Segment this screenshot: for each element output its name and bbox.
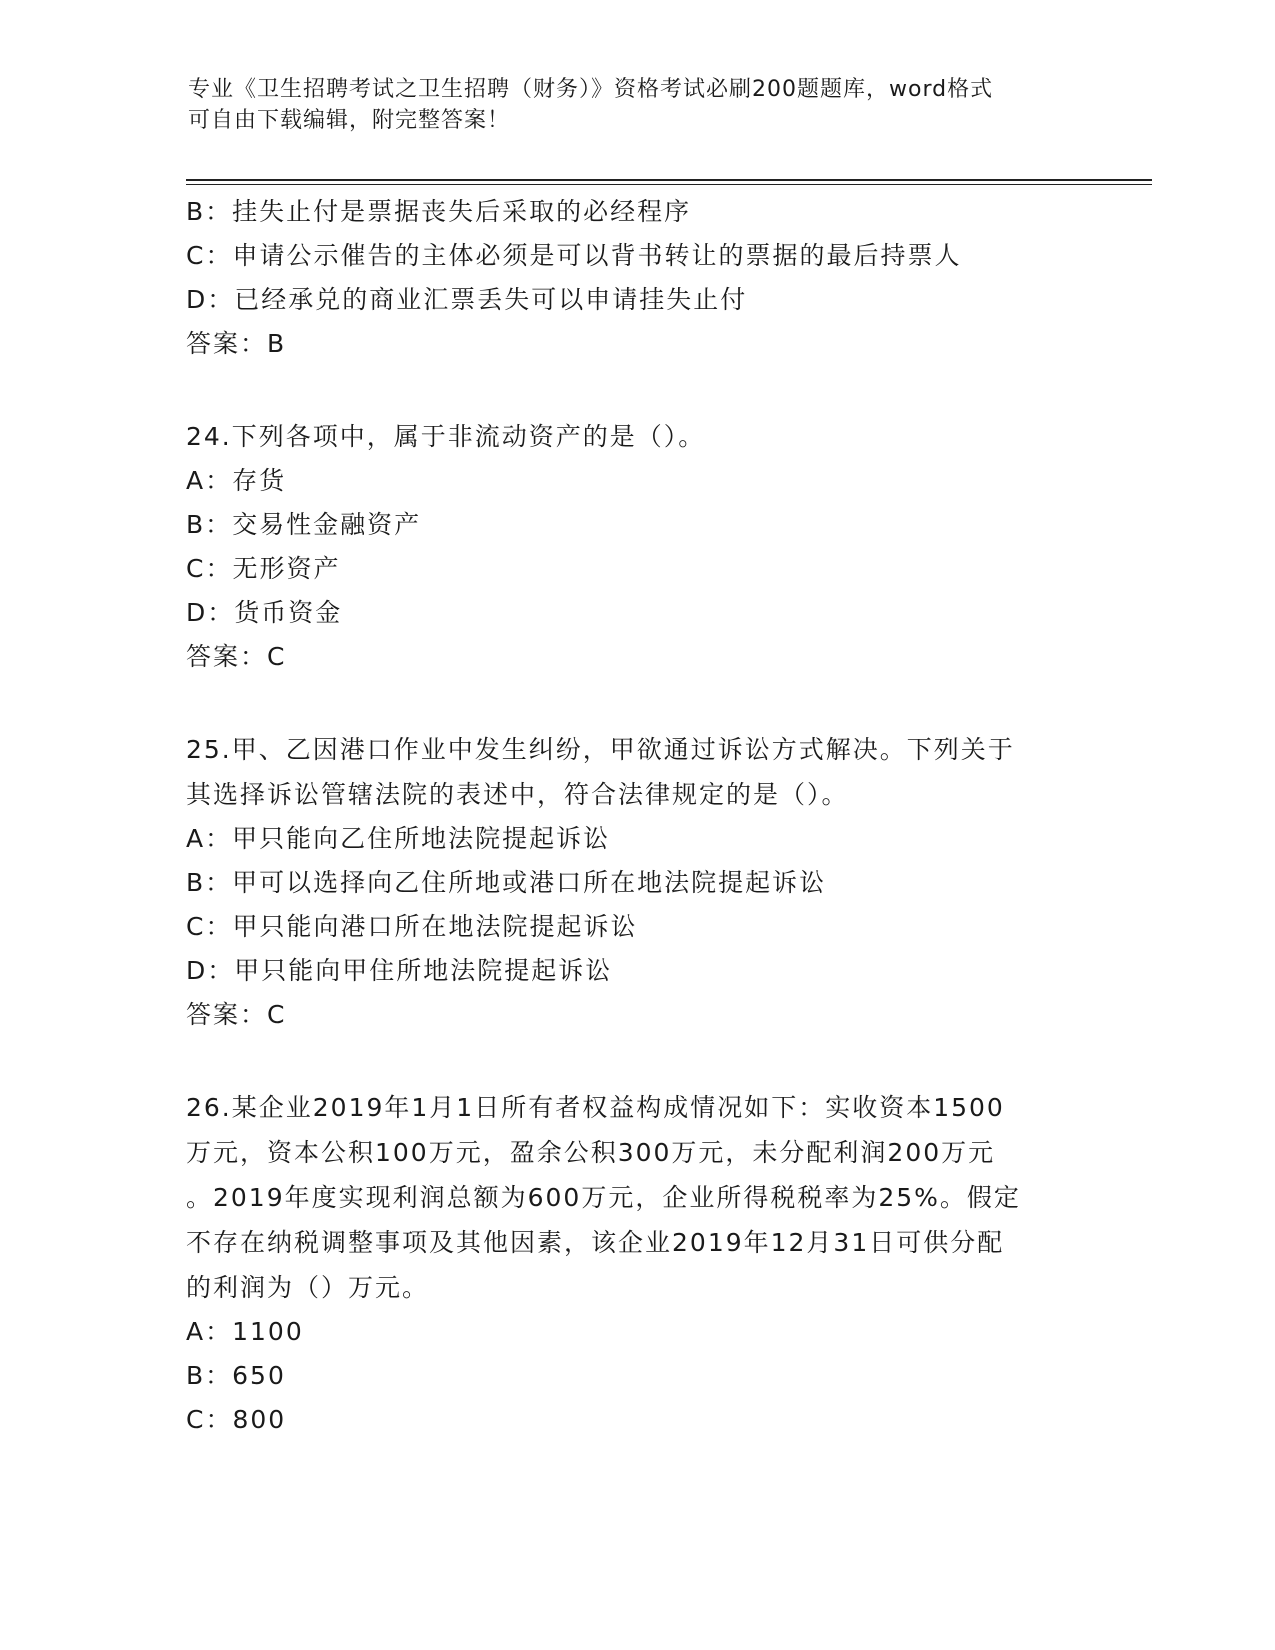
stem-line: 24.下列各项中，属于非流动资产的是（）。: [186, 422, 706, 451]
question-stem: [186, 414, 1086, 459]
option-b: B：挂失止付是票据丧失后采取的必经程序: [186, 197, 692, 226]
option-d: D：货币资金: [186, 598, 343, 627]
stem-line: 26.某企业2019年1月1日所有者权益构成情况如下：实收资本1500: [186, 1093, 1005, 1122]
stem-line: 。2019年度实现利润总额为600万元，企业所得税税率为25%。假定: [186, 1183, 1021, 1212]
answer: 答案：C: [186, 642, 287, 671]
header-line-2: 可自由下载编辑，附完整答案！: [188, 108, 511, 133]
stem-line: 25.甲、乙因港口作业中发生纠纷，甲欲通过诉讼方式解决。下列关于: [186, 735, 1015, 764]
question-stem: [186, 727, 1086, 817]
answer: 答案：B: [186, 329, 287, 358]
option-b: B：650: [186, 1361, 286, 1390]
spacer: [186, 1037, 1086, 1085]
question-23-tail: [186, 190, 1086, 366]
option-c: C：申请公示催告的主体必须是可以背书转让的票据的最后持票人: [186, 241, 962, 270]
spacer: [186, 679, 1086, 727]
spacer: [186, 366, 1086, 414]
question-24: [186, 414, 1086, 679]
stem-line: 万元，资本公积100万元，盈余公积300万元，未分配利润200万元: [186, 1138, 996, 1167]
question-stem: [186, 1085, 1086, 1310]
header-rule-thin: [186, 184, 1152, 185]
option-a: A：1100: [186, 1317, 304, 1346]
option-d: D：已经承兑的商业汇票丢失可以申请挂失止付: [186, 285, 748, 314]
question-content: [186, 190, 1086, 1442]
option-b: B：交易性金融资产: [186, 510, 422, 539]
option-a: A：存货: [186, 466, 287, 495]
header-line-1: 专业《卫生招聘考试之卫生招聘（财务）》资格考试必刷200题题库，word格式: [188, 77, 994, 102]
header-rule-thick: [186, 179, 1152, 181]
option-d: D：甲只能向甲住所地法院提起诉讼: [186, 956, 613, 985]
option-a: A：甲只能向乙住所地法院提起诉讼: [186, 824, 611, 853]
option-c: C：无形资产: [186, 554, 341, 583]
option-c: C：800: [186, 1405, 287, 1434]
stem-line: 不存在纳税调整事项及其他因素，该企业2019年12月31日可供分配: [186, 1228, 1005, 1257]
document-header: [188, 74, 1068, 136]
stem-line: 的利润为（）万元。: [186, 1273, 430, 1302]
answer: 答案：C: [186, 1000, 287, 1029]
option-c: C：甲只能向港口所在地法院提起诉讼: [186, 912, 638, 941]
question-26: [186, 1085, 1086, 1442]
question-25: [186, 727, 1086, 1037]
stem-line: 其选择诉讼管辖法院的表述中，符合法律规定的是（）。: [186, 780, 849, 809]
option-b: B：甲可以选择向乙住所地或港口所在地法院提起诉讼: [186, 868, 827, 897]
